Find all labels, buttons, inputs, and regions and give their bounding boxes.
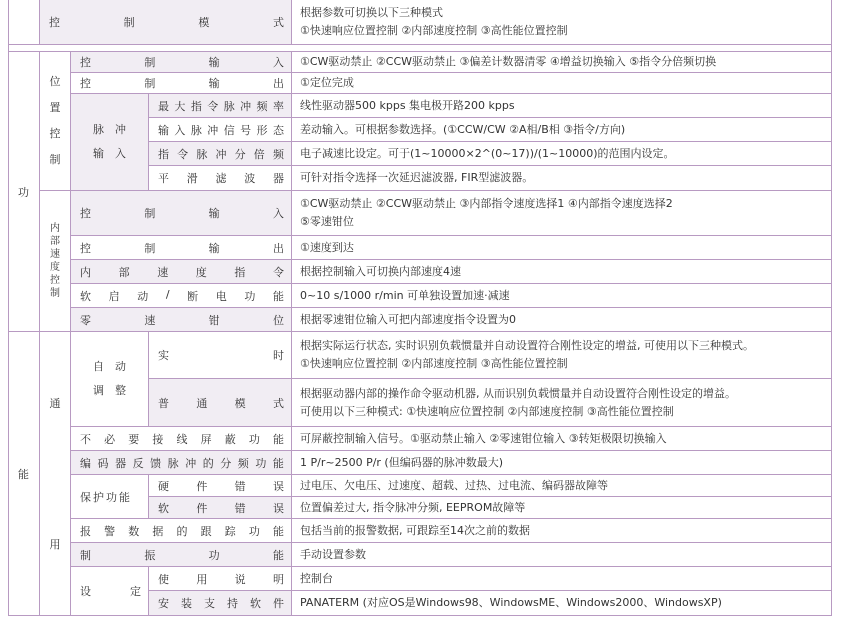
software-value-text: PANATERM (对应OS是Windows98、WindowsME、Windows2000、WindowsXP) (300, 596, 722, 609)
pos-ctrl-out-label (71, 73, 292, 94)
max-freq-text: 最 大 指 令 脉 冲 频 率 (158, 99, 284, 113)
filter-text: 平 滑 滤 波 器 (158, 172, 284, 185)
shield-value-text: 可屏蔽控制输入信号。①驱动禁止输入 ②零速钳位输入 ③转矩极限切换输入 (300, 431, 667, 445)
filter-label (149, 166, 292, 191)
encoder-label (71, 451, 292, 475)
vibration-value (292, 543, 832, 567)
sw-error-value (292, 497, 832, 519)
manual-label (149, 567, 292, 591)
speed-group-label (40, 191, 71, 332)
normal-mode-text: 普 通 模 式 (158, 396, 284, 410)
zero-clamp-text: 零 速 钳 位 (80, 313, 284, 327)
encoder-value (292, 451, 832, 475)
divider-value-text: 电子减速比设定。可于(1~10000×2^(0~17))/(1~10000)的范围内设定。 (300, 146, 675, 160)
mode-label-text: 控 制 模 式 (49, 16, 284, 29)
spd-ctrl-out-label (71, 236, 292, 260)
setting-label (71, 567, 149, 616)
internal-cmd-label (71, 260, 292, 284)
filter-value-text: 可针对指令选择一次延迟滤波器, FIR型滤波器。 (300, 171, 534, 184)
pos-ctrl-in-value-text: ①CW驱动禁止 ②CCW驱动禁止 ③偏差计数器清零 ④增益切换输入 ⑤指令分倍频切换 (300, 55, 717, 68)
soft-start-value-text: 0~10 s/1000 r/min 可单独设置加速·减速 (300, 288, 510, 302)
vibration-text: 制 振 功 能 (80, 548, 284, 562)
realtime-line-1: 根据实际运行状态, 实时识别负载惯量并自动设置符合刚性设定的增益, 可使用以下三种模式。 (300, 339, 754, 352)
encoder-text: 编 码 器 反 馈 脉 冲 的 分 频 功 能 (80, 456, 284, 470)
sw-error-value-text: 位置偏差过大, 指令脉冲分频, EEPROM故障等 (300, 500, 526, 514)
hw-error-label (149, 475, 292, 497)
signal-form-value-text: 差动输入。可根据参数选择。(①CCW/CW ②A相/B相 ③指令/方向) (300, 122, 626, 136)
pulse-group-text-1: 脉 冲 (93, 123, 126, 136)
soft-start-value (292, 284, 832, 308)
function-label-bottom (8, 332, 40, 616)
normal-mode-value (292, 379, 832, 427)
auto-tune-group-label (71, 332, 149, 427)
manual-text: 使 用 说 明 (158, 572, 284, 586)
divider-text: 指 令 脉 冲 分 倍 频 (158, 147, 284, 161)
function-char-2: 能 (18, 467, 29, 481)
hw-error-value (292, 475, 832, 497)
max-freq-value (292, 94, 832, 118)
pulse-input-group-label (71, 94, 149, 191)
pos-ctrl-in-text: 控 制 输 入 (80, 56, 284, 69)
separator-band (8, 45, 832, 52)
max-freq-value-text: 线性驱动器500 kpps 集电极开路200 kpps (300, 98, 515, 112)
protect-text: 保护功能 (80, 490, 132, 504)
spd-ctrl-out-text: 控 制 输 出 (80, 241, 284, 255)
realtime-line-2: ①快速响应位置控制 ②内部速度控制 ③高性能位置控制 (300, 357, 568, 370)
internal-cmd-value-text: 根据控制输入可切换内部速度4速 (300, 264, 461, 278)
signal-form-label (149, 118, 292, 142)
shield-value (292, 427, 832, 451)
filter-value (292, 166, 832, 191)
spd-ctrl-out-value (292, 236, 832, 260)
alarm-value-text: 包括当前的报警数据, 可跟踪至14次之前的数据 (300, 523, 530, 537)
auto-tune-text-2: 调 整 (93, 384, 126, 397)
vibration-value-text: 手动设置参数 (300, 547, 366, 561)
function-char-1: 功 (18, 185, 29, 199)
software-label (149, 591, 292, 616)
position-group-label (40, 52, 71, 191)
spd-ctrl-in-label (71, 191, 292, 236)
setting-text: 设 定 (80, 585, 141, 598)
position-group-text: 位 置 控 制 (49, 75, 61, 166)
alarm-text: 报 警 数 据 的 跟 踪 功 能 (80, 524, 284, 538)
pulse-group-text-2: 输 入 (93, 147, 126, 160)
mode-value-line-2: ①快速响应位置控制 ②内部速度控制 ③高性能位置控制 (300, 24, 568, 37)
shield-text: 不 必 要 接 线 屏 蔽 功 能 (80, 432, 284, 446)
normal-mode-line-1: 根据驱动器内部的操作命令驱动机器, 从而识别负载惯量并自动设置符合刚性设定的增益。 (300, 386, 736, 400)
mode-value-line-1: 根据参数可切换以下三种模式 (300, 6, 443, 19)
realtime-label (149, 332, 292, 379)
mode-label (40, 0, 292, 45)
auto-tune-text-1: 自 动 (93, 360, 126, 373)
spd-ctrl-in-line-1: ①CW驱动禁止 ②CCW驱动禁止 ③内部指令速度选择1 ④内部指令速度选择2 (300, 197, 673, 210)
pos-ctrl-out-value-text: ①定位完成 (300, 76, 354, 89)
signal-form-text: 输 入 脉 冲 信 号 形 态 (158, 123, 284, 137)
encoder-value-text: 1 P/r~2500 P/r (但编码器的脉冲数最大) (300, 455, 504, 469)
spd-ctrl-in-text: 控 制 输 入 (80, 207, 284, 220)
internal-cmd-value (292, 260, 832, 284)
shield-label (71, 427, 292, 451)
spd-ctrl-out-value-text: ①速度到达 (300, 240, 354, 254)
function-label-top (8, 52, 40, 332)
common-char-2: 用 (49, 538, 61, 552)
divider-label (149, 142, 292, 166)
zero-clamp-label (71, 308, 292, 332)
spd-ctrl-in-value (292, 191, 832, 236)
realtime-value (292, 332, 832, 379)
speed-group-text: 内 部 速 度 控 制 (50, 223, 60, 299)
software-text: 安 装 支 持 软 件 (158, 597, 284, 610)
hw-error-text: 硬 件 错 误 (158, 479, 284, 493)
internal-cmd-text: 内 部 速 度 指 令 (80, 265, 284, 279)
vibration-label (71, 543, 292, 567)
pos-ctrl-in-value (292, 52, 832, 73)
zero-clamp-value (292, 308, 832, 332)
top-left-blank (8, 0, 40, 45)
manual-value (292, 567, 832, 591)
alarm-value (292, 519, 832, 543)
sw-error-text: 软 件 错 误 (158, 501, 284, 515)
pos-ctrl-out-value (292, 73, 832, 94)
max-freq-label (149, 94, 292, 118)
spd-ctrl-in-line-2: ⑤零速钳位 (300, 215, 354, 228)
pos-ctrl-out-text: 控 制 输 出 (80, 77, 284, 90)
soft-start-label (71, 284, 292, 308)
software-value (292, 591, 832, 616)
mode-value (292, 0, 832, 45)
common-char-1: 通 (49, 396, 61, 410)
hw-error-value-text: 过电压、欠电压、过速度、超载、过热、过电流、编码器故障等 (300, 478, 608, 492)
soft-start-text: 软 启 动 / 断 电 功 能 (80, 287, 284, 303)
alarm-label (71, 519, 292, 543)
divider-value (292, 142, 832, 166)
realtime-text: 实 时 (158, 349, 284, 362)
common-group-label (40, 332, 71, 616)
protect-label (71, 475, 149, 519)
sw-error-label (149, 497, 292, 519)
manual-value-text: 控制台 (300, 571, 333, 585)
zero-clamp-value-text: 根据零速钳位输入可把内部速度指令设置为0 (300, 312, 516, 326)
signal-form-value (292, 118, 832, 142)
normal-mode-line-2: 可使用以下三种模式: ①快速响应位置控制 ②内部速度控制 ③高性能位置控制 (300, 404, 674, 418)
normal-mode-label (149, 379, 292, 427)
pos-ctrl-in-label (71, 52, 292, 73)
